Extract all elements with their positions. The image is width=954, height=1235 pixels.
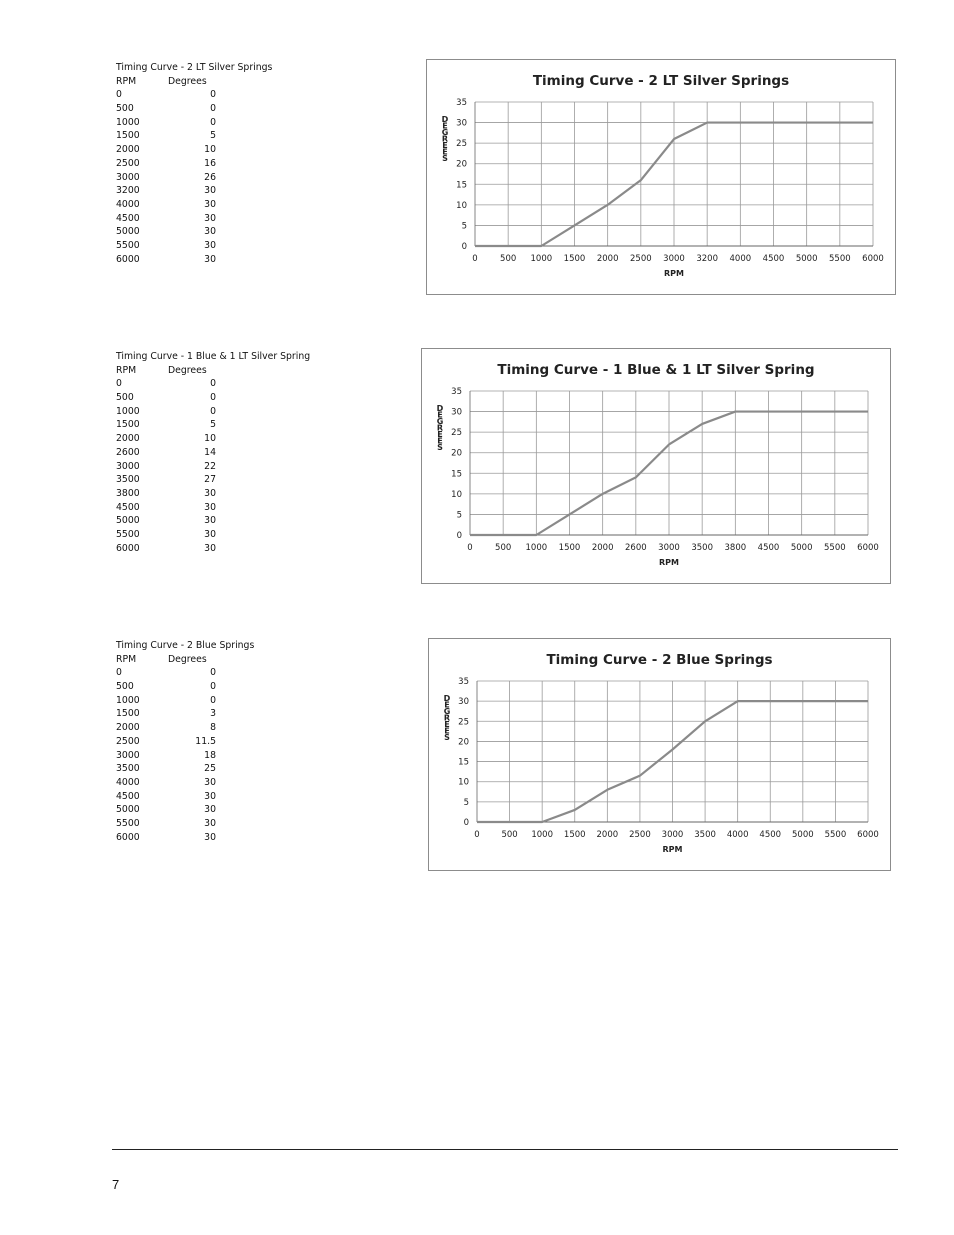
x-tick-label: 2000 [591,543,614,553]
table-row [116,528,326,542]
chart-title: Timing Curve - 2 LT Silver Springs [532,73,790,89]
y-tick-label: 25 [456,139,467,150]
table-row [116,790,326,804]
rpm-cell: 3000 [116,460,140,472]
x-tick-label: 5000 [790,543,813,553]
degrees-cell: 10 [204,144,216,156]
rpm-cell: 3500 [116,763,140,775]
page-number: 7 [112,1177,120,1192]
table-row [116,514,326,528]
footer-rule [112,1149,898,1150]
degrees-cell: 30 [204,501,216,513]
rpm-cell: 500 [116,103,134,115]
table-row [116,143,326,157]
timing-section-2 [0,350,954,600]
degrees-cell: 30 [204,226,216,238]
table-row [116,776,326,790]
rpm-cell: 0 [116,89,122,101]
table-row [116,88,326,102]
table-row [116,184,326,198]
y-tick-label: 30 [456,118,467,129]
y-tick-label: 15 [451,469,462,480]
rpm-cell: 0 [116,667,122,679]
column-header-degrees: Degrees [168,75,207,87]
y-tick-label: 20 [458,737,469,748]
rpm-cell: 3000 [116,749,140,761]
timing-chart [421,348,891,584]
x-tick-label: 2500 [629,830,651,840]
chart-svg [429,639,890,870]
timing-chart [426,59,896,295]
x-tick-label: 6000 [862,254,884,264]
rpm-cell: 3200 [116,185,140,197]
timing-chart [428,638,891,871]
table-row [116,418,326,432]
table-row [116,542,326,556]
rpm-cell: 6000 [116,831,140,843]
table-row [116,157,326,171]
rpm-cell: 2500 [116,735,140,747]
x-tick-label: 4500 [757,543,780,553]
rpm-cell: 4500 [116,790,140,802]
x-tick-label: 3000 [663,254,685,264]
degrees-cell: 0 [210,89,216,101]
degrees-cell: 30 [204,253,216,265]
chart-svg [427,60,895,294]
x-tick-label: 4500 [762,254,785,264]
x-tick-label: 6000 [857,830,879,840]
table-row [116,487,326,501]
y-tick-label: 15 [456,180,467,191]
degrees-cell: 0 [210,667,216,679]
y-tick-label: 35 [456,98,467,108]
rpm-cell: 5500 [116,528,140,540]
rpm-cell: 4000 [116,198,140,210]
column-header-rpm: RPM [116,653,137,665]
x-tick-label: 5500 [824,830,847,840]
x-tick-label: 1500 [563,830,586,840]
degrees-cell: 18 [204,749,216,761]
degrees-cell: 30 [204,790,216,802]
table-row [116,817,326,831]
x-tick-label: 4500 [759,830,782,840]
degrees-cell: 26 [204,171,216,183]
y-tick-label: 15 [458,757,469,768]
rpm-cell: 1500 [116,130,140,142]
y-tick-label: 5 [461,221,467,232]
table-title: Timing Curve - 2 LT Silver Springs [116,62,273,73]
degrees-cell: 14 [204,446,216,458]
rpm-cell: 5500 [116,817,140,829]
table-row [116,501,326,515]
rpm-cell: 2000 [116,144,140,156]
table-row [116,212,326,226]
y-tick-label: 35 [458,677,469,687]
x-tick-label: 4000 [726,830,749,840]
table-row [116,762,326,776]
x-tick-label: 5000 [795,254,818,264]
column-header-rpm: RPM [116,75,137,87]
data-table [116,639,326,844]
degrees-cell: 30 [204,487,216,499]
rpm-cell: 1500 [116,419,140,431]
table-row [116,377,326,391]
degrees-cell: 11.5 [195,735,216,747]
rpm-cell: 6000 [116,253,140,265]
rpm-cell: 5000 [116,226,140,238]
y-tick-label: 0 [461,242,467,252]
x-tick-label: 1500 [558,543,581,553]
table-row [116,102,326,116]
table-row [116,721,326,735]
x-tick-label: 1000 [525,543,548,553]
x-tick-label: 0 [472,254,478,264]
table-row [116,680,326,694]
rpm-cell: 3800 [116,487,140,499]
degrees-cell: 22 [204,460,216,472]
x-tick-label: 3500 [691,543,713,553]
degrees-cell: 0 [210,103,216,115]
degrees-cell: 30 [204,817,216,829]
y-axis-label: D E G R E E S [443,694,451,742]
rpm-cell: 5500 [116,239,140,251]
x-tick-label: 1000 [531,830,553,840]
table-row [116,239,326,253]
table-row [116,735,326,749]
degrees-cell: 0 [210,392,216,404]
x-tick-label: 1000 [530,254,553,264]
x-tick-label: 3000 [661,830,684,840]
x-tick-label: 5500 [829,254,851,264]
table-row [116,116,326,130]
y-tick-label: 0 [456,531,462,541]
table-row [116,666,326,680]
y-tick-label: 20 [451,448,462,459]
table-row [116,460,326,474]
y-tick-label: 10 [451,489,462,500]
rpm-cell: 3500 [116,474,140,486]
x-tick-label: 1500 [563,254,586,264]
degrees-cell: 5 [210,130,216,142]
y-tick-label: 5 [463,797,469,808]
degrees-cell: 30 [204,542,216,554]
chart-title: Timing Curve - 1 Blue & 1 LT Silver Spring [497,362,815,378]
degrees-cell: 0 [210,694,216,706]
x-tick-label: 2000 [596,830,619,840]
degrees-cell: 30 [204,804,216,816]
chart-svg [422,349,890,583]
table-row [116,171,326,185]
table-title: Timing Curve - 1 Blue & 1 LT Silver Spring [116,351,311,362]
rpm-cell: 6000 [116,542,140,554]
x-axis-label: RPM [664,269,684,278]
degrees-cell: 30 [204,515,216,527]
rpm-cell: 4500 [116,212,140,224]
x-tick-label: 500 [495,543,512,553]
rpm-cell: 5000 [116,515,140,527]
table-header-row [116,75,326,89]
x-tick-label: 3200 [696,254,718,264]
degrees-cell: 30 [204,185,216,197]
x-tick-label: 3500 [694,830,716,840]
x-tick-label: 6000 [857,543,879,553]
rpm-cell: 1000 [116,116,140,128]
x-tick-label: 3800 [724,543,747,553]
timing-section-3 [0,639,954,889]
rpm-cell: 2000 [116,433,140,445]
rpm-cell: 1000 [116,694,140,706]
degrees-cell: 30 [204,198,216,210]
rpm-cell: 3000 [116,171,140,183]
rpm-cell: 5000 [116,804,140,816]
table-row [116,473,326,487]
degrees-cell: 30 [204,212,216,224]
x-tick-label: 5000 [792,830,814,840]
rpm-cell: 4000 [116,776,140,788]
x-tick-label: 500 [500,254,517,264]
column-header-degrees: Degrees [168,364,207,376]
column-header-degrees: Degrees [168,653,207,665]
table-row [116,225,326,239]
rpm-cell: 500 [116,392,134,404]
table-row [116,432,326,446]
x-tick-label: 2000 [596,254,619,264]
rpm-cell: 2500 [116,157,140,169]
degrees-cell: 0 [210,378,216,390]
rpm-cell: 500 [116,681,134,693]
table-row [116,198,326,212]
y-tick-label: 10 [458,777,469,788]
y-tick-label: 30 [458,697,469,708]
degrees-cell: 5 [210,419,216,431]
degrees-cell: 0 [210,116,216,128]
rpm-cell: 1500 [116,708,140,720]
degrees-cell: 30 [204,776,216,788]
x-tick-label: 4000 [729,254,752,264]
table-row [116,749,326,763]
y-tick-label: 30 [451,407,462,418]
degrees-cell: 8 [210,722,216,734]
degrees-cell: 0 [210,405,216,417]
table-row [116,694,326,708]
degrees-cell: 16 [204,157,216,169]
degrees-cell: 10 [204,433,216,445]
rpm-cell: 0 [116,378,122,390]
data-table [116,350,326,555]
table-header-row [116,364,326,378]
y-axis-label: D E G R E E S [436,404,444,452]
y-tick-label: 20 [456,159,467,170]
rpm-cell: 2600 [116,446,140,458]
data-table [116,61,326,266]
y-tick-label: 25 [458,717,469,728]
y-tick-label: 10 [456,200,467,211]
y-tick-label: 0 [463,818,469,828]
degrees-cell: 27 [204,474,216,486]
degrees-cell: 3 [210,708,216,720]
x-tick-label: 0 [467,543,473,553]
degrees-cell: 30 [204,528,216,540]
column-header-rpm: RPM [116,364,137,376]
y-tick-label: 25 [451,428,462,439]
rpm-cell: 4500 [116,501,140,513]
degrees-cell: 25 [204,763,216,775]
y-tick-label: 5 [456,510,462,521]
rpm-cell: 2000 [116,722,140,734]
degrees-cell: 30 [204,239,216,251]
x-tick-label: 2600 [625,543,647,553]
x-tick-label: 3000 [658,543,680,553]
table-row [116,707,326,721]
x-axis-label: RPM [662,845,683,854]
table-row [116,129,326,143]
degrees-cell: 30 [204,831,216,843]
rpm-cell: 1000 [116,405,140,417]
y-tick-label: 35 [451,387,462,397]
table-header-row [116,653,326,667]
table-row [116,803,326,817]
table-row [116,831,326,845]
table-title: Timing Curve - 2 Blue Springs [116,640,255,651]
timing-section-1 [0,61,954,311]
chart-title: Timing Curve - 2 Blue Springs [546,652,773,668]
x-axis-label: RPM [659,558,679,567]
x-tick-label: 500 [501,830,518,840]
x-tick-label: 5500 [824,543,846,553]
x-tick-label: 0 [474,830,480,840]
table-row [116,253,326,267]
x-tick-label: 2500 [630,254,652,264]
table-row [116,391,326,405]
table-row [116,446,326,460]
degrees-cell: 0 [210,681,216,693]
y-axis-label: D E G R E E S [441,115,449,163]
table-row [116,405,326,419]
